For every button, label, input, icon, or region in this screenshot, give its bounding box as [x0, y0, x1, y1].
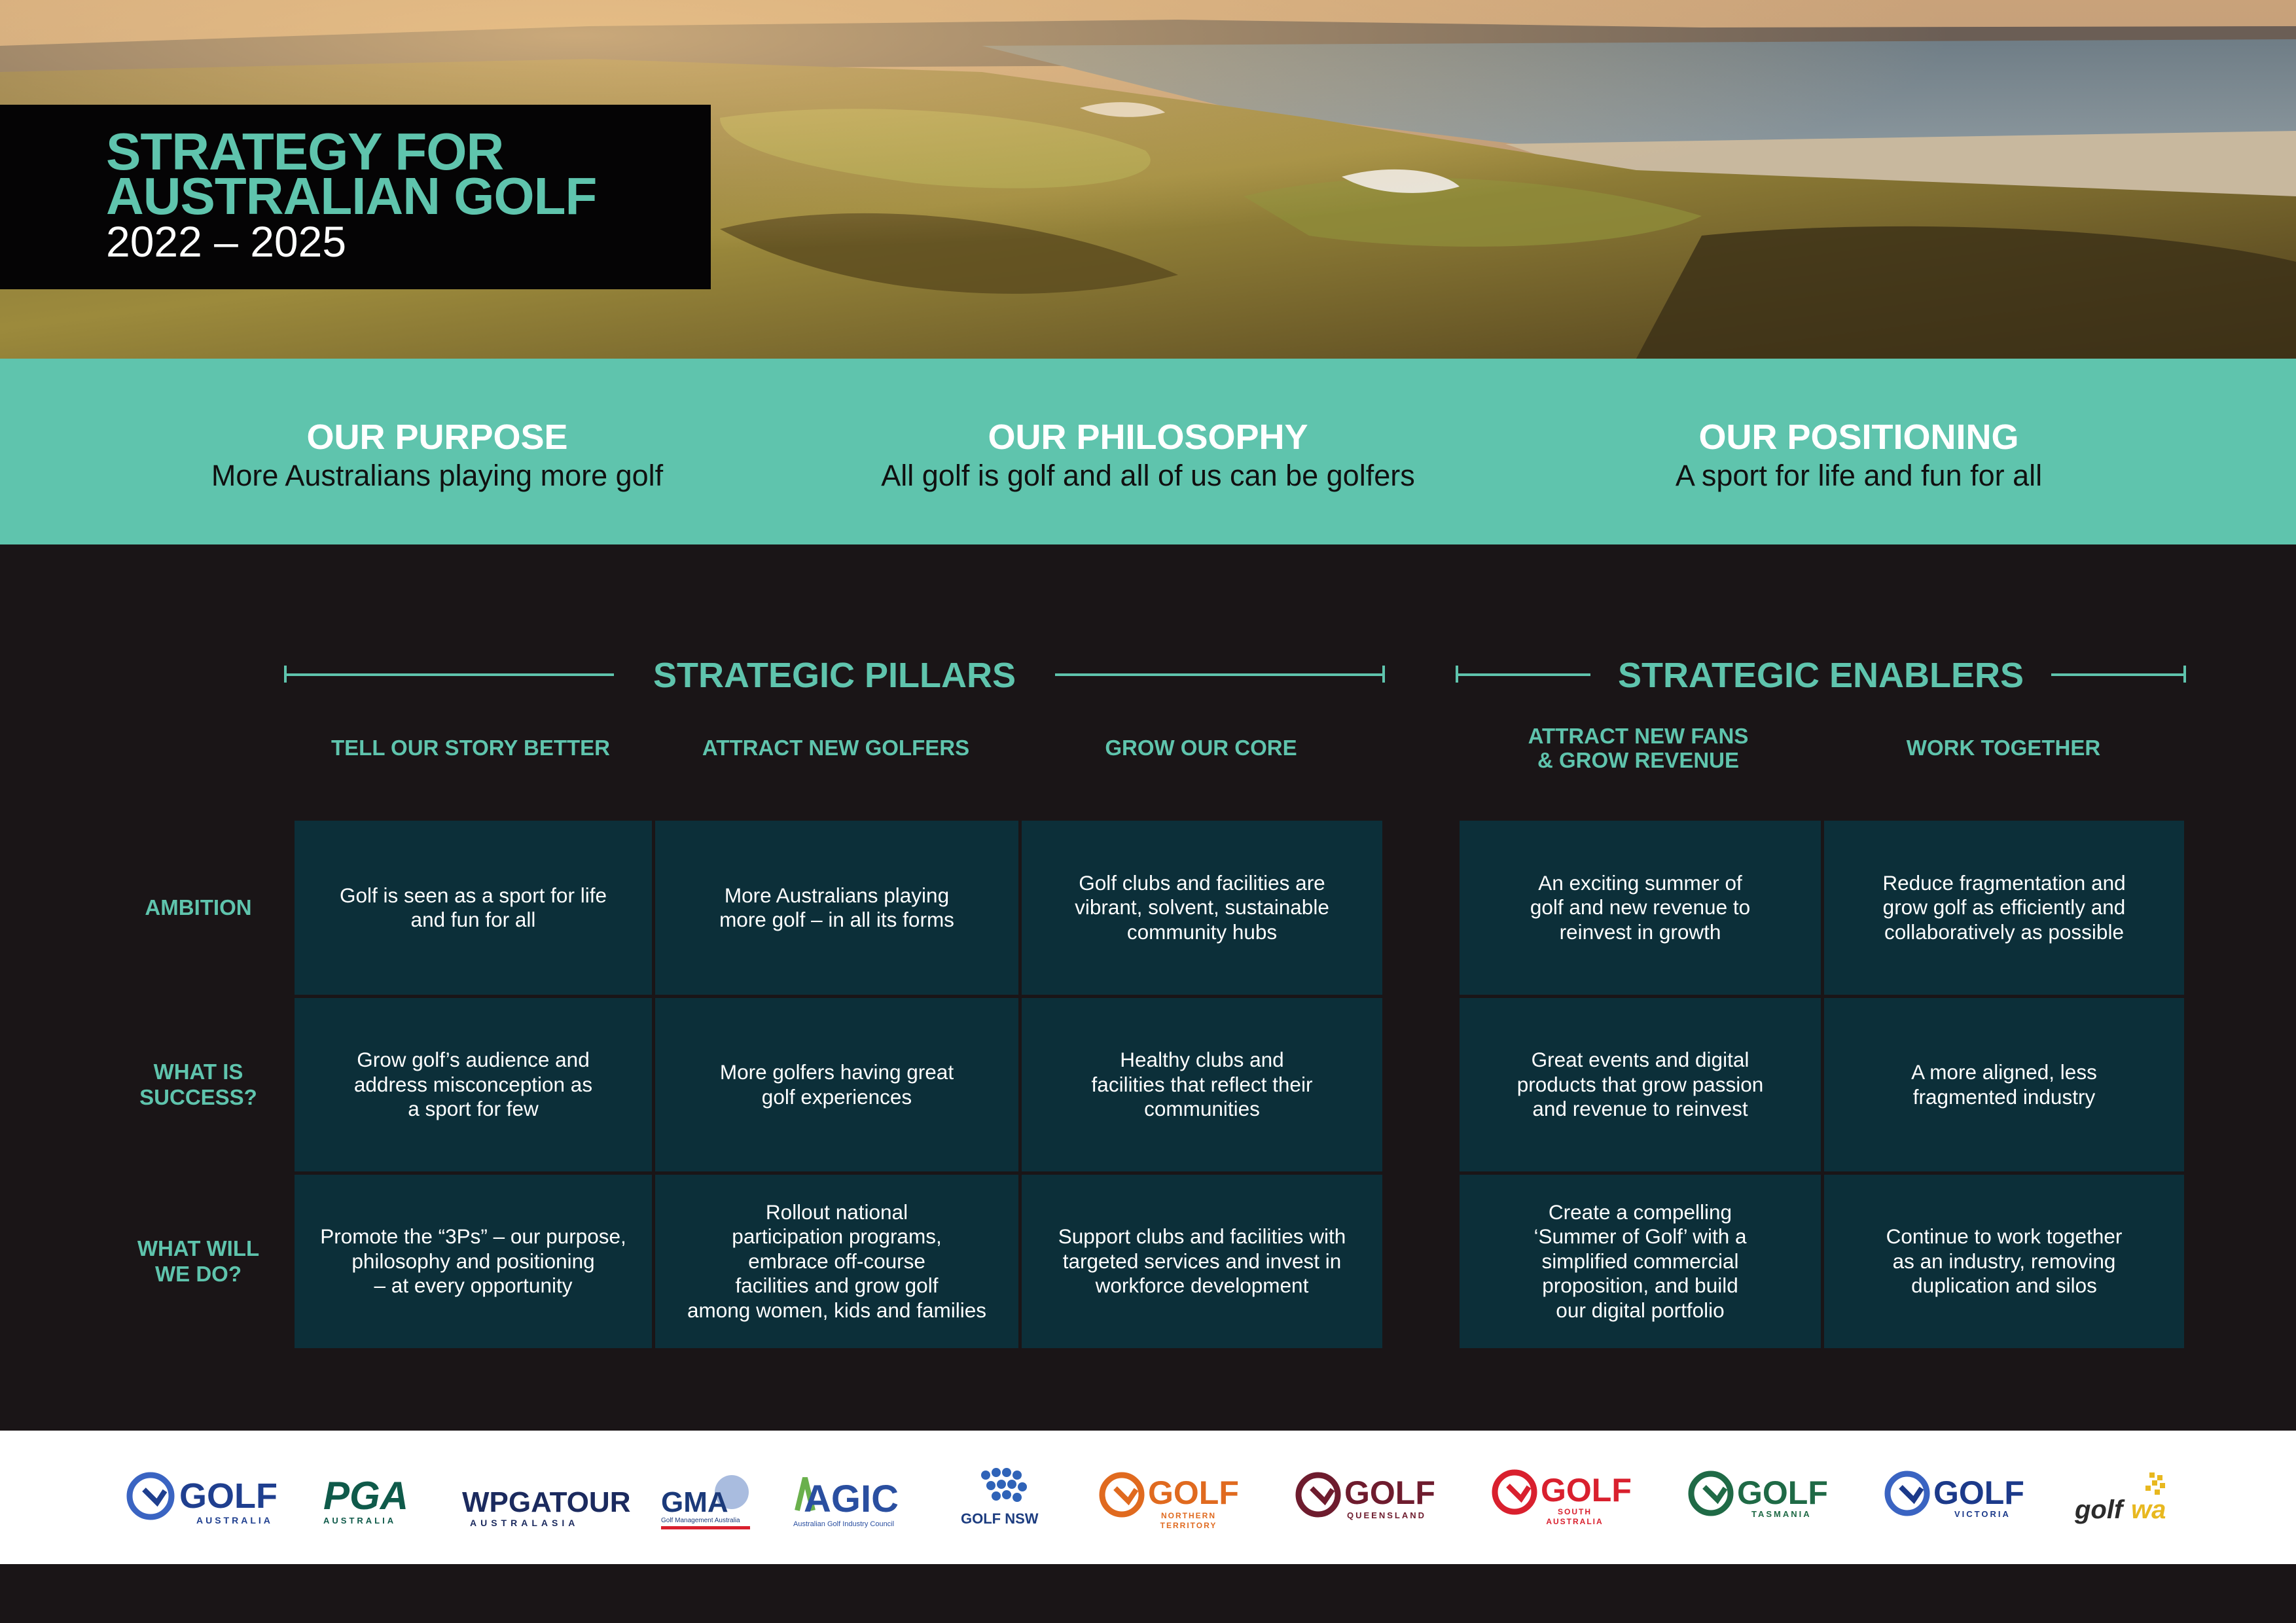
- logo-sub: QUEENSLAND: [1347, 1510, 1427, 1520]
- grid-cell: [1460, 998, 1821, 1171]
- positioning-heading: OUR POSITIONING: [1698, 418, 2019, 457]
- logo-sub: NORTHERN TERRITORY: [1160, 1511, 1217, 1530]
- partner-logos-band: [0, 1431, 2296, 1564]
- enablers-rule-right: [2051, 673, 2186, 676]
- positioning-block: [1532, 418, 2186, 495]
- purpose-band: [0, 359, 2296, 544]
- grid-cell: [1022, 1175, 1382, 1348]
- logo-sub: AUSTRALIA: [323, 1516, 397, 1525]
- philosophy-heading: OUR PHILOSOPHY: [988, 418, 1308, 457]
- cell-text: An exciting summer of golf and new revenue to reinvest in growth: [1530, 870, 1751, 944]
- logo-golf-victoria: [1882, 1458, 2026, 1537]
- cell-text: Create a compelling ‘Summer of Golf’ with a simplified commercial proposition, and build our digital portfolio: [1534, 1200, 1747, 1322]
- logo-name: GOLF: [1541, 1472, 1632, 1508]
- logo-sub: TASMANIA: [1751, 1509, 1812, 1519]
- logo-name: GOLF: [1344, 1474, 1435, 1511]
- logo-name: WPGATOUR: [462, 1486, 631, 1518]
- purpose-heading: OUR PURPOSE: [306, 418, 568, 457]
- column-header-tell-our-story: TELL OUR STORY BETTER: [331, 736, 610, 760]
- enablers-rule-left: [1456, 673, 1590, 676]
- row-label-ambition: AMBITION: [145, 895, 252, 919]
- grid-cell: [295, 1175, 652, 1348]
- cell-text: Golf clubs and facilities are vibrant, solvent, sustainable community hubs: [1075, 870, 1329, 944]
- logo-name: GMA: [661, 1486, 728, 1518]
- grid-cell: [1824, 1175, 2184, 1348]
- grid-cell: [655, 821, 1018, 995]
- grid-cell: [1824, 821, 2184, 995]
- logo-name: GOLF: [1933, 1474, 2024, 1511]
- cell-text: A more aligned, less fragmented industry: [1911, 1060, 2097, 1109]
- logo-golf-nsw: [960, 1458, 1058, 1537]
- logo-name: GOLF NSW: [961, 1510, 1039, 1527]
- cell-text: Reduce fragmentation and grow golf as efficiently and collaboratively as possible: [1882, 870, 2126, 944]
- logo-golf-tasmania: [1686, 1458, 1830, 1537]
- logo-wpga-tour: [459, 1458, 631, 1537]
- enablers-title: STRATEGIC ENABLERS: [1617, 656, 2024, 695]
- logo-golf-wa: [2072, 1458, 2183, 1537]
- cell-text: Promote the “3Ps” – our purpose, philosophy and positioning – at every opportunity: [320, 1224, 626, 1298]
- column-header-grow-core: GROW OUR CORE: [1105, 736, 1297, 760]
- row-label-success: WHAT IS SUCCESS?: [139, 1060, 257, 1109]
- grid-cell: [1022, 821, 1382, 995]
- grid-cell: [655, 998, 1018, 1171]
- philosophy-text: All golf is golf and all of us can be golfers: [881, 459, 1415, 492]
- page-years: 2022 – 2025: [106, 217, 347, 266]
- logo-golf-south-australia: [1490, 1458, 1634, 1537]
- column-header-work-together: WORK TOGETHER: [1906, 736, 2101, 760]
- golf-ball-dots-icon: [981, 1468, 1027, 1502]
- cell-text: Support clubs and facilities with targeted services and invest in workforce development: [1058, 1224, 1346, 1298]
- cell-text: Grow golf’s audience and address misconception as a sport for few: [353, 1048, 593, 1121]
- logo-golf-australia: [124, 1458, 281, 1537]
- grid-cell: [295, 998, 652, 1171]
- philosophy-block: [821, 418, 1475, 495]
- grid-cell: [1022, 998, 1382, 1171]
- page-title: STRATEGY FOR AUSTRALIAN GOLF: [106, 122, 597, 225]
- cell-text: Golf is seen as a sport for life and fun for all: [340, 883, 607, 931]
- golf-wa-dots-icon: [2145, 1472, 2165, 1495]
- cell-text: Healthy clubs and facilities that reflect their communities: [1091, 1048, 1313, 1121]
- cell-text: Continue to work together as an industry, removing duplication and silos: [1886, 1224, 2123, 1298]
- logo-name: AGIC: [804, 1478, 899, 1520]
- grid-cell: [295, 821, 652, 995]
- logo-sub: AUSTRALIA: [196, 1515, 273, 1525]
- cell-text: More Australians playing more golf – in all its forms: [719, 883, 954, 931]
- logo-agic: [791, 1458, 915, 1537]
- logo-name: GOLF: [1737, 1474, 1828, 1511]
- cell-text: Rollout national participation programs, embrace off-course facilities and grow golf among women, kids and families: [687, 1200, 986, 1322]
- logo-name: GOLF: [1148, 1474, 1239, 1511]
- logo-golf-northern-territory: [1097, 1458, 1241, 1537]
- logo-sub: Golf Management Australia: [661, 1517, 740, 1524]
- grid-cell: [655, 1175, 1018, 1348]
- row-label-actions: WHAT WILL WE DO?: [137, 1236, 260, 1286]
- logo-name: GOLF: [179, 1476, 278, 1516]
- logo-gma: [658, 1458, 757, 1537]
- column-header-attract-golfers: ATTRACT NEW GOLFERS: [702, 736, 970, 760]
- grid-cell: [1824, 998, 2184, 1171]
- enablers-rule-cap-right: [2183, 666, 2186, 683]
- pillars-title: STRATEGIC PILLARS: [653, 656, 1016, 695]
- logo-sub: SOUTH AUSTRALIA: [1546, 1507, 1604, 1526]
- logo-pga: [321, 1458, 412, 1537]
- purpose-text: More Australians playing more golf: [211, 459, 664, 492]
- grid-cell: [1460, 1175, 1821, 1348]
- logo-sub: AUSTRALASIA: [470, 1518, 579, 1528]
- pillars-rule-cap-right: [1382, 666, 1385, 683]
- cell-text: More golfers having great golf experiences: [719, 1060, 954, 1109]
- grid-cell: [1460, 821, 1821, 995]
- cell-text: Great events and digital products that grow passion and revenue to reinvest: [1516, 1048, 1764, 1121]
- logo-golf-queensland: [1293, 1458, 1437, 1537]
- pillars-rule-left: [284, 673, 614, 676]
- positioning-text: A sport for life and fun for all: [1675, 459, 2043, 492]
- logo-sub: wa: [2131, 1495, 2166, 1524]
- logo-sub: VICTORIA: [1954, 1509, 2011, 1519]
- column-header-attract-fans: ATTRACT NEW FANS & GROW REVENUE: [1528, 724, 1749, 772]
- purpose-block: [110, 418, 764, 495]
- logo-name: PGA: [323, 1474, 409, 1518]
- pillars-rule-right: [1055, 673, 1385, 676]
- logo-sub: Australian Golf Industry Council: [793, 1520, 895, 1528]
- logo-name: golf: [2075, 1495, 2123, 1524]
